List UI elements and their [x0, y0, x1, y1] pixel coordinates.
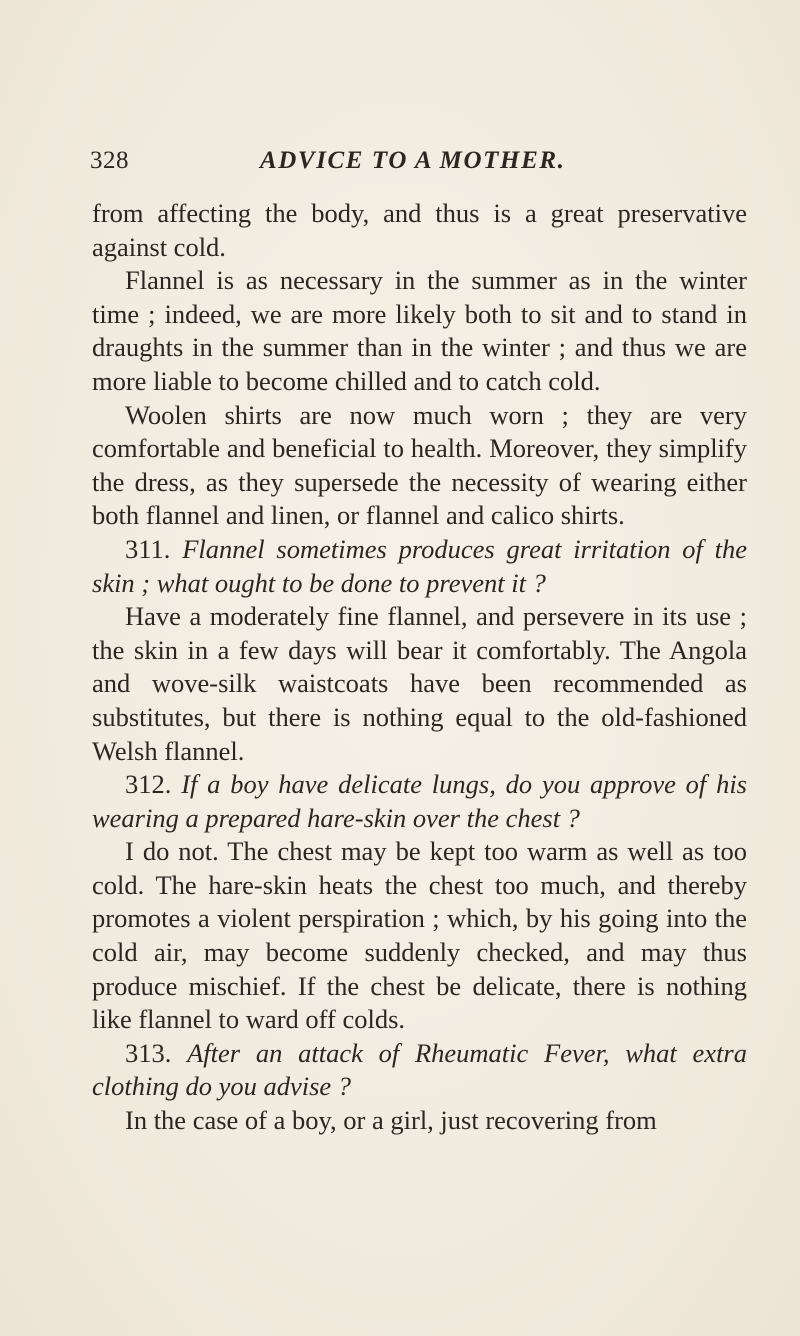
- question-312: [92, 768, 747, 835]
- answer-312: I do not. The chest may be kept too warm as well as too cold. The hare-skin heats the chest too much, and thereby promotes a violent perspiration ; which, by his going into the cold air, may become suddenly checked, and may thus produce mischief. If the chest be delicate, there is nothing like flannel to ward off colds.: [92, 836, 747, 1035]
- question-number: 313.: [125, 1037, 172, 1068]
- question-text: After an attack of Rheumatic Fever, what extra clothing do you advise ?: [92, 1037, 747, 1102]
- question-313: [92, 1037, 747, 1104]
- page-header: [90, 147, 750, 183]
- page-number: 328: [90, 147, 129, 174]
- body-text: [92, 197, 747, 1138]
- paragraph-flannel-summer: Flannel is as necessary in the summer as in the winter time ; indeed, we are more likely both to sit and to stand in draughts in the summer than in the winter ; and thus we are more liable to become chilled and to catch cold.: [92, 265, 747, 396]
- answer-313: In the case of a boy, or a girl, just recovering from: [125, 1105, 657, 1136]
- question-text: If a boy have delicate lungs, do you approve of his wearing a prepared hare-skin over the chest ?: [92, 769, 747, 833]
- running-head: ADVICE TO A MOTHER.: [260, 147, 566, 174]
- answer-311: Have a moderately fine flannel, and persevere in its use ; the skin in a few days will bear it comfortably. The Angola and wove-silk waistcoats have been recommended as substitutes, but there is nothing equal to the old-fashioned Welsh flannel.: [92, 601, 747, 766]
- paragraph-continued: from affecting the body, and thus is a great preservative against cold.: [92, 198, 747, 262]
- question-text: Flannel sometimes produces great irritation of the skin ; what ought to be done to prevent it ?: [92, 533, 747, 598]
- question-number: 311.: [125, 533, 171, 564]
- question-number: 312.: [125, 769, 172, 800]
- paragraph-woolen-shirts: Woolen shirts are now much worn ; they are very comfortable and beneficial to health. Moreover, they simplify the dress, as they supersede the necessity of wearing either both flannel and linen, or flannel and calico shirts.: [92, 399, 747, 531]
- question-311: [92, 533, 747, 600]
